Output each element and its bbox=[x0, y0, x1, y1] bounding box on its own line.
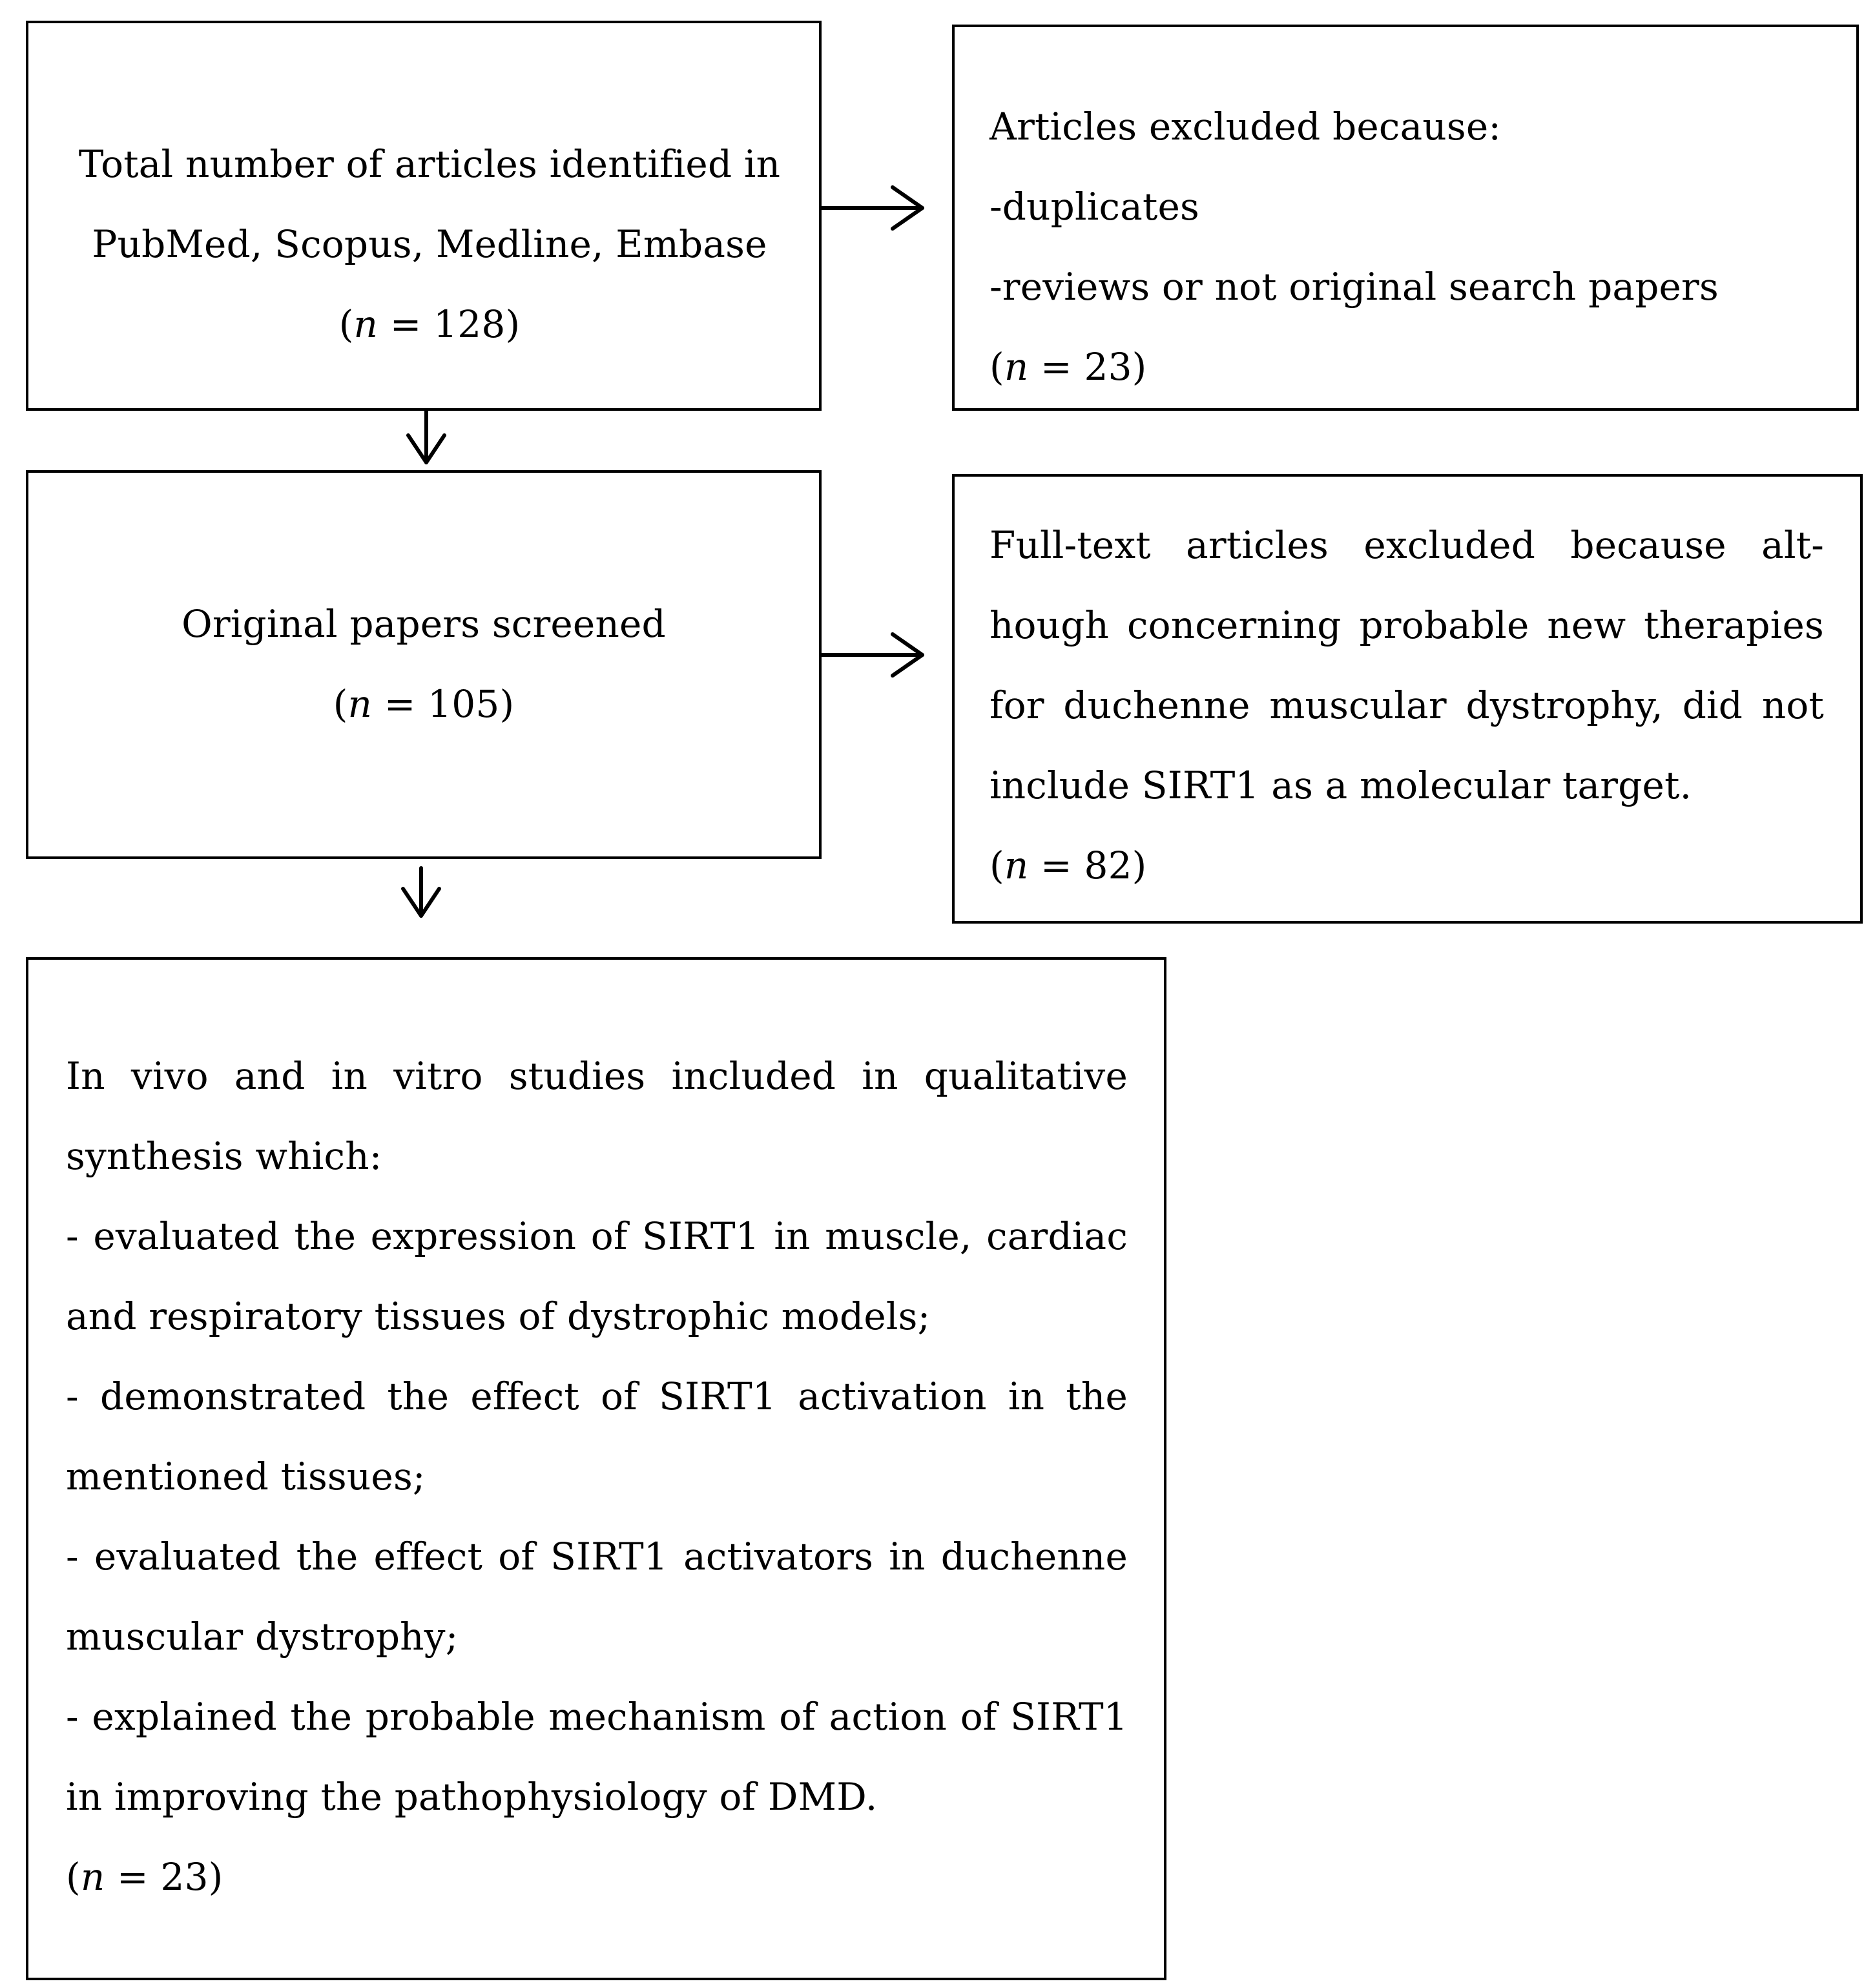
fulltext-n-label: n bbox=[1004, 844, 1029, 887]
screened-n-label: n bbox=[347, 682, 373, 726]
screened-text: Original papers screened bbox=[181, 602, 666, 646]
excluded-heading: Articles excluded because: bbox=[989, 105, 1502, 149]
identified-n-label: n bbox=[353, 302, 378, 346]
identified-n-value: 128 bbox=[433, 302, 506, 346]
included-n-label: n bbox=[80, 1855, 105, 1899]
included-criterion-mechanism: - explained the probable mechanism of action of SIRT1 in improving the pathophysiology of DMD. bbox=[66, 1695, 1128, 1819]
excluded-reason-reviews: -reviews or not original search papers bbox=[989, 265, 1719, 309]
arrow-screened-to-included bbox=[403, 868, 439, 916]
arrow-identified-to-screened bbox=[408, 411, 444, 462]
identified-count: (n = 128) bbox=[338, 302, 521, 346]
fulltext-excluded-count: (n = 82) bbox=[989, 844, 1147, 887]
arrow-identified-to-excluded bbox=[822, 187, 922, 229]
excluded-n-label: n bbox=[1004, 345, 1029, 389]
excluded-reason-duplicates: -duplicates bbox=[989, 185, 1199, 229]
excluded-n-value: 23 bbox=[1084, 345, 1132, 389]
included-criterion-activation: - demonstrated the effect of SIRT1 activation in the mentioned tissues; bbox=[66, 1374, 1128, 1498]
screened-count: (n = 105) bbox=[333, 682, 515, 726]
arrow-screened-to-fulltext-excluded bbox=[822, 634, 922, 676]
excluded-count: (n = 23) bbox=[989, 345, 1147, 389]
included-criterion-activators: - evaluated the effect of SIRT1 activators in duchenne muscular dystrophy; bbox=[66, 1535, 1128, 1659]
identified-text-line-1: Total number of articles identified in bbox=[78, 142, 781, 186]
included-n-value: 23 bbox=[160, 1855, 209, 1899]
fulltext-excluded-text: Full-text articles excluded because alt-hough concerning probable new therapies for duchenne muscular dystrophy, did not include SIRT1 as a molecular target. bbox=[989, 523, 1824, 807]
identified-text-line-2: PubMed, Scopus, Medline, Embase bbox=[92, 222, 767, 266]
screened-n-value: 105 bbox=[428, 682, 500, 726]
included-intro: In vivo and in vitro studies included in qualitative synthesis which: bbox=[66, 1054, 1128, 1178]
fulltext-n-value: 82 bbox=[1084, 844, 1132, 887]
included-count: (n = 23) bbox=[66, 1855, 223, 1899]
included-criterion-expression: - evaluated the expression of SIRT1 in muscle, cardiac and respiratory tissues of dystrophic models; bbox=[66, 1214, 1128, 1338]
